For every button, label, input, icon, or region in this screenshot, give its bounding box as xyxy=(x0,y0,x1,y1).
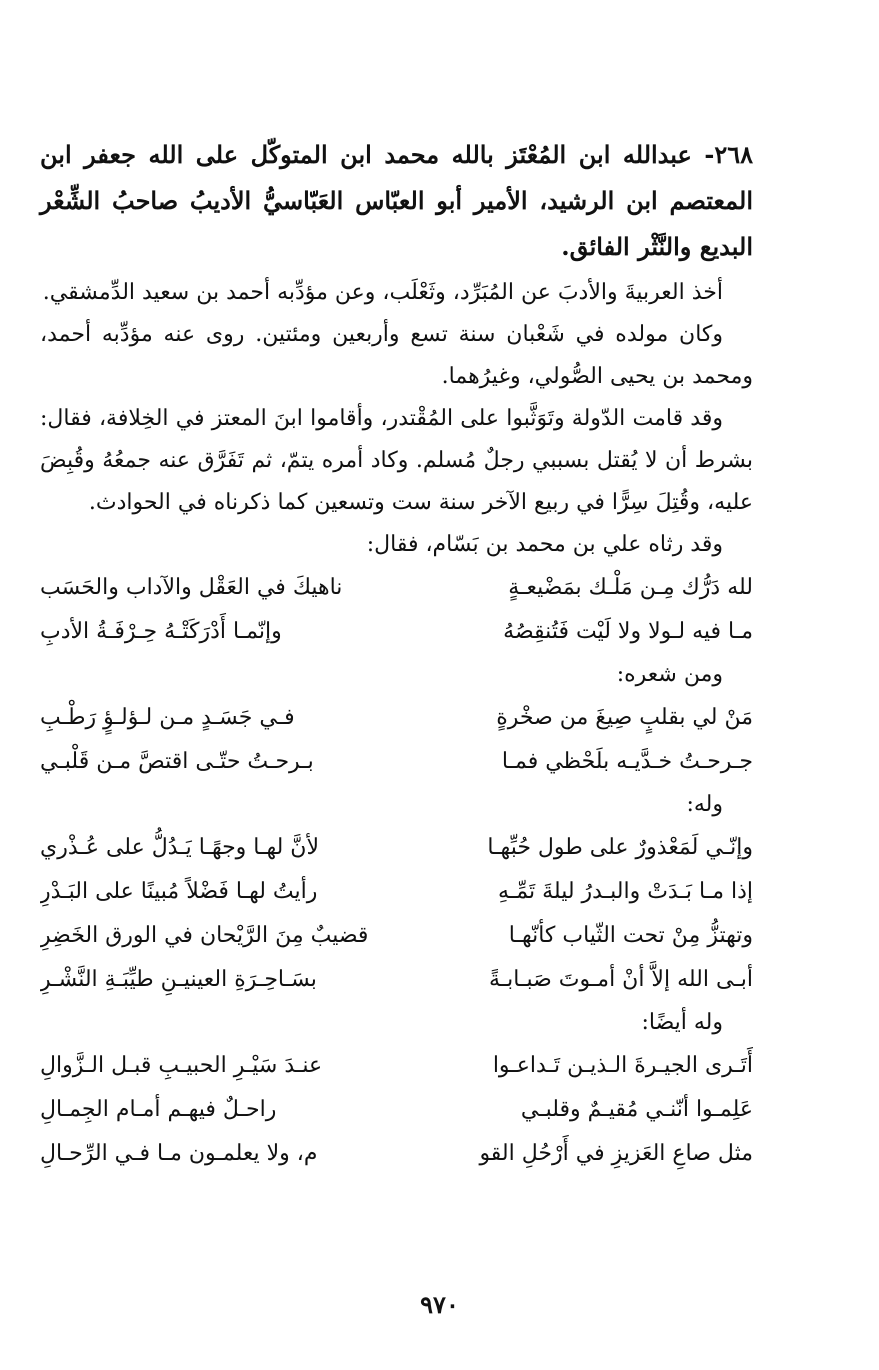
verse-line xyxy=(40,826,753,870)
verse-line xyxy=(40,696,753,740)
poem-intro: وله: xyxy=(686,792,723,817)
verse-line xyxy=(40,610,753,654)
second-hemistich: فـي جَسَـدٍ مـن لـؤلـؤٍ رَطْـبِ xyxy=(40,705,295,730)
second-hemistich: ناهيكَ في العَقْل والآداب والحَسَب xyxy=(40,575,343,600)
second-hemistich: قضيبٌ مِنَ الرَّيْحان في الورق الخَضِرِ xyxy=(40,923,369,948)
poem xyxy=(40,1044,753,1176)
first-hemistich: أَتَـرى الجيـرةَ الـذيـن تَـداعـوا xyxy=(492,1053,753,1078)
first-hemistich: عَلِمـوا أنّنـي مُقيـمٌ وقلبـي xyxy=(520,1097,753,1122)
paragraph: أخذ العربيةَ والأدبَ عن المُبَرِّد، وثَعْلَب، وعن مؤدِّبه أحمد بن سعيد الدِّمشقي. xyxy=(42,280,723,305)
second-hemistich: لأنَّ لهـا وجهًـا يَـدُلُّ على عُـذْري xyxy=(40,835,319,860)
page-number: ٩٧٠ xyxy=(420,1290,459,1319)
verse-line xyxy=(40,1088,753,1132)
second-hemistich: عنـدَ سَيْـرِ الحبيـبِ قبـل الـزَّوالِ xyxy=(40,1053,323,1078)
first-hemistich: مَنْ لي بقلبٍ صِيغَ من صخْرةٍ xyxy=(496,705,753,730)
first-hemistich: أبـى الله إلاَّ أنْ أمـوتَ صَبـابـةً xyxy=(488,967,753,992)
verse-line xyxy=(40,1044,753,1088)
poem-intro: وقد رثاه علي بن محمد بن بَسّام، فقال: xyxy=(366,532,723,557)
poem xyxy=(40,696,753,784)
second-hemistich: رأيتُ لهـا فَضْلاً مُبينًا على البَـدْرِ xyxy=(40,879,318,904)
first-hemistich: وإنّـي لَمَعْذورٌ على طول حُبِّهـا xyxy=(487,835,753,860)
entry-title: ٢٦٨- عبدالله ابن المُعْتَز بالله محمد ابن المتوكّل على الله جعفر ابن المعتصم ابن الرشيد، الأمير أبو العبّاس العَبّاسيُّ الأديبُ صاحبُ الشِّعْر البديع والنَّثْر الفائق. xyxy=(40,140,753,261)
second-hemistich: راحـلٌ فيهـم أمـام الجِمـالِ xyxy=(40,1097,277,1122)
verse-line xyxy=(40,1132,753,1176)
second-hemistich: بـرحـتُ حتّـى اقتصَّ مـن قَلْبـي xyxy=(40,749,314,774)
first-hemistich: إذا مـا بَـدَتْ والبـدرُ ليلةَ تَمِّـهِ xyxy=(498,879,753,904)
first-hemistich: مـا فيه لـولا ولا لَيْت فَتُنقِصُهُ xyxy=(503,619,753,644)
verse-line xyxy=(40,566,753,610)
first-hemistich: وتهتزُّ مِنْ تحت الثّياب كأنّهـا xyxy=(508,923,753,948)
verse-line xyxy=(40,914,753,958)
second-hemistich: بسَـاحِـرَةِ العينيـنِ طيِّبَـةِ النَّشْـرِ xyxy=(40,967,317,992)
second-hemistich: وإنّمـا أَدْرَكَتْـهُ حِـرْفَـةُ الأدبِ xyxy=(40,619,282,644)
paragraph: وكان مولده في شَعْبان سنة تسع وأربعين ومئتين. روى عنه مؤدِّبه أحمد، ومحمد بن يحيى الصُّولي، وغيرُهما. xyxy=(40,322,753,389)
poem xyxy=(40,566,753,654)
second-hemistich: م، ولا يعلمـون مـا فـي الرِّحـالِ xyxy=(40,1141,318,1166)
first-hemistich: مثل صاعِ العَزيزِ في أَرْحُلِ القو xyxy=(479,1141,753,1166)
paragraph: وقد قامت الدّولة وتَوَثَّبوا على المُقْتدر، وأقاموا ابنَ المعتز في الخِلافة، فقال: بشرط أن لا يُقتل بسببي رجلٌ مُسلم. وكاد أمره يتمّ، ثم تَفَرَّق عنه جمعُهُ وقُبِضَ عليه، وقُتِلَ سِرًّا في ربيع الآخر سنة ست وتسعين كما ذكرناه في الحوادث. xyxy=(40,406,753,515)
verse-line xyxy=(40,958,753,1002)
poem xyxy=(40,826,753,1002)
first-hemistich: جـرحـتُ خـدَّيـه بلَحْظي فمـا xyxy=(501,749,753,774)
verse-line xyxy=(40,870,753,914)
poem-intro: ومن شعره: xyxy=(616,662,723,687)
poem-intro: وله أيضًا: xyxy=(641,1010,723,1035)
page-body xyxy=(40,132,753,1176)
first-hemistich: لله دَرُّك مِـن مَلْـك بمَضْيعـةٍ xyxy=(508,575,753,600)
verse-line xyxy=(40,740,753,784)
